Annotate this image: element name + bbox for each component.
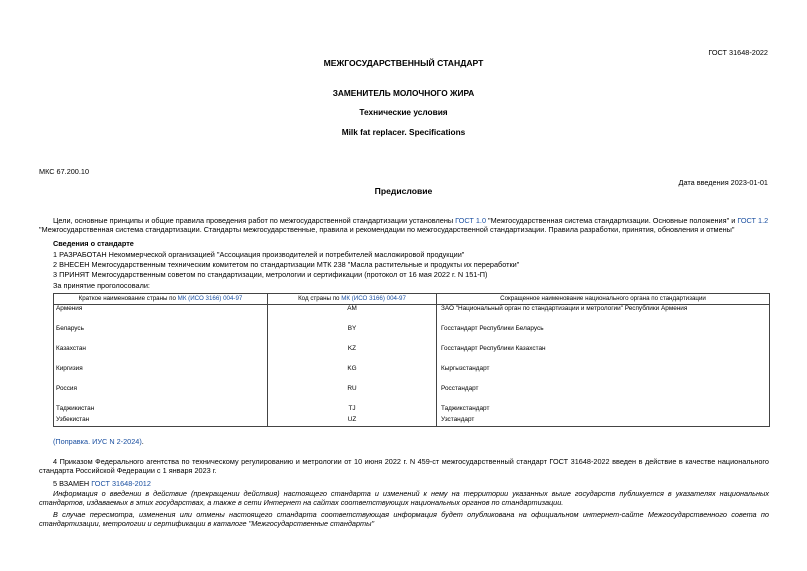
- table-row: [54, 325, 770, 345]
- replaces-item: [53, 479, 151, 488]
- country-code-cell: AM: [268, 305, 437, 325]
- voted-label: За принятие проголосовали:: [53, 281, 150, 290]
- country-code-cell: KG: [268, 365, 437, 385]
- standard-english-title: Milk fat replacer. Specifications: [341, 127, 466, 137]
- goals-text-part-2: "Межгосударственная система стандартизации. Основные положения" и: [486, 216, 738, 225]
- country-cell: Россия: [54, 385, 268, 405]
- table-row: [54, 345, 770, 365]
- gost-1-2-link[interactable]: ГОСТ 1.2: [737, 216, 769, 225]
- table-row: [54, 416, 770, 427]
- country-code-cell: TJ: [268, 405, 437, 416]
- standard-subtitle: Технические условия: [359, 107, 448, 117]
- country-name-column-header: [54, 294, 268, 305]
- country-code-cell: RU: [268, 385, 437, 405]
- mks-classification-code: МКС 67.200.10: [39, 167, 90, 176]
- country-code-column-header: [268, 294, 437, 305]
- table-row: [54, 405, 770, 416]
- introduction-date: Дата введения 2023-01-01: [678, 178, 768, 187]
- foreword-heading: Предисловие: [374, 186, 433, 196]
- national-body-cell: Кыргызстандарт: [437, 365, 770, 385]
- country-name-header-text: Краткое наименование страны по: [78, 295, 178, 303]
- standard-kind-heading: МЕЖГОСУДАРСТВЕННЫЙ СТАНДАРТ: [323, 58, 484, 68]
- document-number: ГОСТ 31648-2022: [708, 48, 768, 57]
- publication-info-paragraph: Информация о введении в действие (прекращении действия) настоящего стандарта и изменений к нему на территории указанных выше государств публикуется в указателях национальных стандартов, издаваемых в этих государствах, а также в сети Интернет на сайтах соответствующих национальных органов по стандартизации.: [39, 489, 769, 508]
- adopted-by-item: 3 ПРИНЯТ Межгосударственным советом по стандартизации, метрологии и сертификации (протокол от 16 мая 2022 г. N 151-П): [53, 270, 488, 279]
- national-body-cell: Росстандарт: [437, 385, 770, 405]
- table-row: [54, 305, 770, 325]
- table-header-row: [54, 294, 770, 305]
- country-code-cell: UZ: [268, 416, 437, 427]
- foreword-goals-paragraph: [39, 216, 769, 234]
- mk-iso-3166-link[interactable]: МК (ИСО 3166) 004-97: [341, 295, 406, 303]
- country-cell: Беларусь: [54, 325, 268, 345]
- standard-info-heading: Сведения о стандарте: [53, 239, 134, 248]
- national-body-cell: Госстандарт Республики Казахстан: [437, 345, 770, 365]
- voting-countries-table: [53, 293, 770, 427]
- country-cell: Армения: [54, 305, 268, 325]
- goals-text-part-1: Цели, основные принципы и общие правила проведения работ по межгосударственной стандартизации установлены: [53, 216, 456, 225]
- country-cell: Таджикистан: [54, 405, 268, 416]
- national-body-cell: Таджикстандарт: [437, 405, 770, 416]
- country-code-cell: BY: [268, 325, 437, 345]
- table-row: [54, 365, 770, 385]
- national-body-cell: Узстандарт: [437, 416, 770, 427]
- amendment-note: [53, 437, 144, 446]
- country-code-header-text: Код страны по: [298, 295, 342, 303]
- gost-1-0-link[interactable]: ГОСТ 1.0: [455, 216, 486, 225]
- revision-info-paragraph: В случае пересмотра, изменения или отмены настоящего стандарта соответствующая информация будет опубликована на официальном интернет-сайте Межгосударственного совета по стандартизации, метрологии и сертификации в каталоге "Межгосударственные стандарты": [39, 510, 769, 529]
- replaces-text: 5 ВЗАМЕН: [53, 479, 92, 488]
- national-body-cell: ЗАО "Национальный орган по стандартизации и метрологии" Республики Армения: [437, 305, 770, 325]
- goals-text-part-3: "Межгосударственная система стандартизации. Стандарты межгосударственные, правила и рекомендации по межгосударственной стандартизации. Правила разработки, принятия, обновления и отмены": [39, 225, 735, 235]
- country-cell: Узбекистан: [54, 416, 268, 427]
- national-body-cell: Госстандарт Республики Беларусь: [437, 325, 770, 345]
- national-body-column-header: Сокращенное наименование национального органа по стандартизации: [437, 294, 770, 305]
- country-cell: Казахстан: [54, 345, 268, 365]
- submitted-by-item: 2 ВНЕСЕН Межгосударственным техническим комитетом по стандартизации МТК 238 "Масла растительные и продукты их переработки": [53, 260, 520, 269]
- standard-title: ЗАМЕНИТЕЛЬ МОЛОЧНОГО ЖИРА: [332, 88, 475, 98]
- country-code-cell: KZ: [268, 345, 437, 365]
- developed-by-item: 1 РАЗРАБОТАН Некоммерческой организацией "Ассоциация производителей и потребителей масложировой продукции": [53, 250, 465, 259]
- amendment-suffix: .: [141, 437, 144, 446]
- amendment-link[interactable]: (Поправка. ИУС N 2-2024): [53, 437, 142, 446]
- country-cell: Киргизия: [54, 365, 268, 385]
- enactment-order-item: 4 Приказом Федерального агентства по техническому регулированию и метрологии от 10 июня 2022 г. N 459-ст межгосударственный стандарт ГОСТ 31648-2022 введен в действие в качестве национального стандарта Российской Федерации с 1 января 2023 г.: [39, 457, 769, 476]
- gost-31648-2012-link[interactable]: ГОСТ 31648-2012: [91, 479, 151, 488]
- mk-iso-3166-link[interactable]: МК (ИСО 3166) 004-97: [177, 295, 243, 303]
- table-row: [54, 385, 770, 405]
